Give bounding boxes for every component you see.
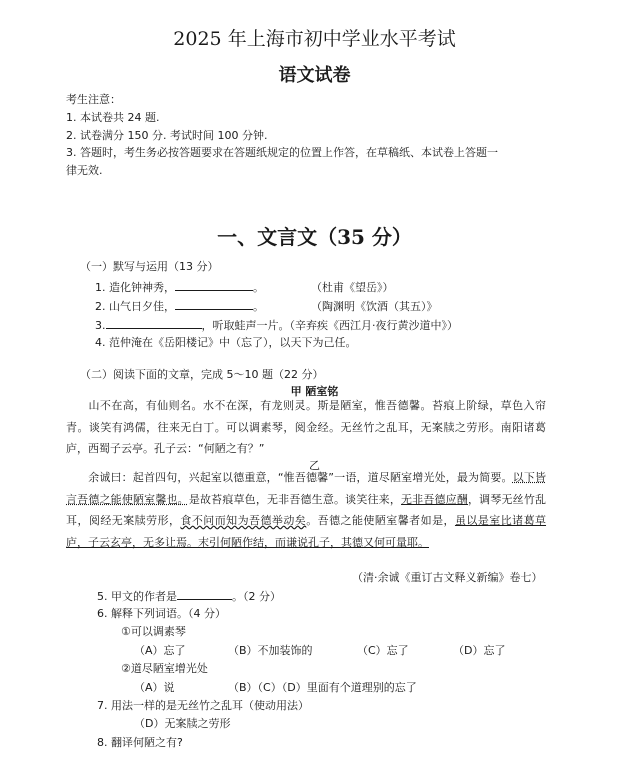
q1-source: （杜甫《望岳》） [311, 281, 394, 294]
passage-jia-title: 甲 陋室铭 [290, 385, 339, 398]
yi-seg7: 。吾德之能使陋室馨者如是， [306, 514, 455, 527]
yi-seg8: 虽以是室比诸葛草庐，子云玄亭，无多让焉。末引何陋作结，而谦说孔子，其德又何可量耶。 [66, 514, 547, 549]
q3-rest: ，听取蛙声一片。（辛弃疾《西江月·夜行黄沙道中》） [201, 319, 458, 332]
q6-sub1: ①可以调素琴 [121, 625, 186, 638]
notice-item-4: 律无效. [66, 164, 103, 177]
q3-number: 3. [95, 319, 106, 332]
q1-end: 。 [253, 281, 264, 294]
q5-text: 5. 甲文的作者是 [97, 590, 177, 603]
q6-sub2: ②道尽陋室增光处 [121, 662, 208, 675]
passage-jia [66, 395, 546, 460]
question-2 [95, 298, 438, 314]
yi-seg1: 余诚曰：起首四句，兴起室以德重意，“惟吾德馨”一语，道尽陋室增光处，最为简要。 [88, 471, 513, 484]
notice-item-1: 1. 本试卷共 24 题. [66, 111, 160, 124]
q2-number: 2. [95, 300, 106, 313]
q6-sub1-option-c[interactable]: （C）忘了 [357, 644, 409, 657]
question-7: 7. 用法一样的是无丝竹之乱耳（使动用法） [97, 699, 309, 712]
q3-blank[interactable] [106, 317, 202, 329]
question-4: 4. 范仲淹在《岳阳楼记》中（忘了），以天下为己任。 [95, 336, 357, 349]
q1-text: 造化钟神秀， [109, 281, 175, 294]
q2-text: 山气日夕佳， [109, 300, 175, 313]
q6-sub1-option-d[interactable]: （D）忘了 [453, 644, 506, 657]
passage-jia-text: 山不在高，有仙则名。水不在深，有龙则灵。斯是陋室，惟吾德馨。苔痕上阶绿，草色入帘青。谈笑有鸿儒，往来无白丁。可以调素琴，阅金经。无丝竹之乱耳，无案牍之劳形。南阳诸葛庐，西蜀子云亭。孔子云：“何陋之有？” [66, 399, 546, 455]
q6-sub1-option-b[interactable]: （B）不加装饰的 [228, 644, 313, 657]
q7-option-d[interactable]: （D）无案牍之劳形 [134, 717, 231, 730]
q2-blank[interactable] [175, 298, 253, 310]
part1-heading: （一）默写与运用（13 分） [80, 260, 219, 273]
exam-title: 2025 年上海市初中学业水平考试 [173, 28, 456, 50]
yi-seg6: 食不问而知为吾德举动矣 [180, 514, 307, 527]
q2-source: （陶渊明《饮酒（其五）》 [311, 300, 438, 313]
section-title: 一、文言文（35 分） [217, 225, 412, 249]
passage-source: （清·余诚《重订古文释义新编》卷七） [352, 571, 543, 584]
yi-seg5: ，调琴无丝竹乱耳，阅经无案牍劳形， [66, 492, 547, 527]
q5-blank[interactable] [177, 588, 232, 600]
part2-heading: （二）阅读下面的文章，完成 5～10 题（22 分） [80, 368, 324, 381]
question-8: 8. 翻译何陋之有? [97, 736, 183, 749]
q2-end: 。 [253, 300, 264, 313]
q6-sub2-option-bcd[interactable]: （B）（C）（D）里面有个道理别的忘了 [228, 681, 417, 694]
passage-yi-title: 乙 [309, 459, 320, 472]
q1-blank[interactable] [175, 279, 253, 291]
q5-end: 。（2 分） [232, 590, 281, 603]
q1-number: 1. [95, 281, 106, 294]
question-6: 6. 解释下列词语。（4 分） [97, 607, 226, 620]
yi-seg4: 无非吾德应酬 [401, 492, 469, 506]
notice-heading: 考生注意： [66, 93, 121, 106]
notice-item-3: 3. 答题时，考生务必按答题要求在答题纸规定的位置上作答，在草稿纸、本试卷上答题一 [66, 146, 498, 159]
question-3 [95, 317, 458, 333]
question-5 [97, 588, 281, 604]
q6-sub1-option-a[interactable]: （A）忘了 [134, 644, 186, 657]
paper-title: 语文试卷 [278, 65, 351, 86]
q6-sub2-option-a[interactable]: （A）说 [134, 681, 175, 694]
question-1 [95, 279, 394, 295]
yi-seg2: 以下皆言吾德之能使陋室馨也。 [66, 471, 547, 506]
passage-yi [66, 467, 546, 553]
yi-seg3: 是故苔痕草色，无非吾德生意。谈笑往来， [188, 492, 402, 506]
notice-item-2: 2. 试卷满分 150 分. 考试时间 100 分钟. [66, 129, 268, 142]
